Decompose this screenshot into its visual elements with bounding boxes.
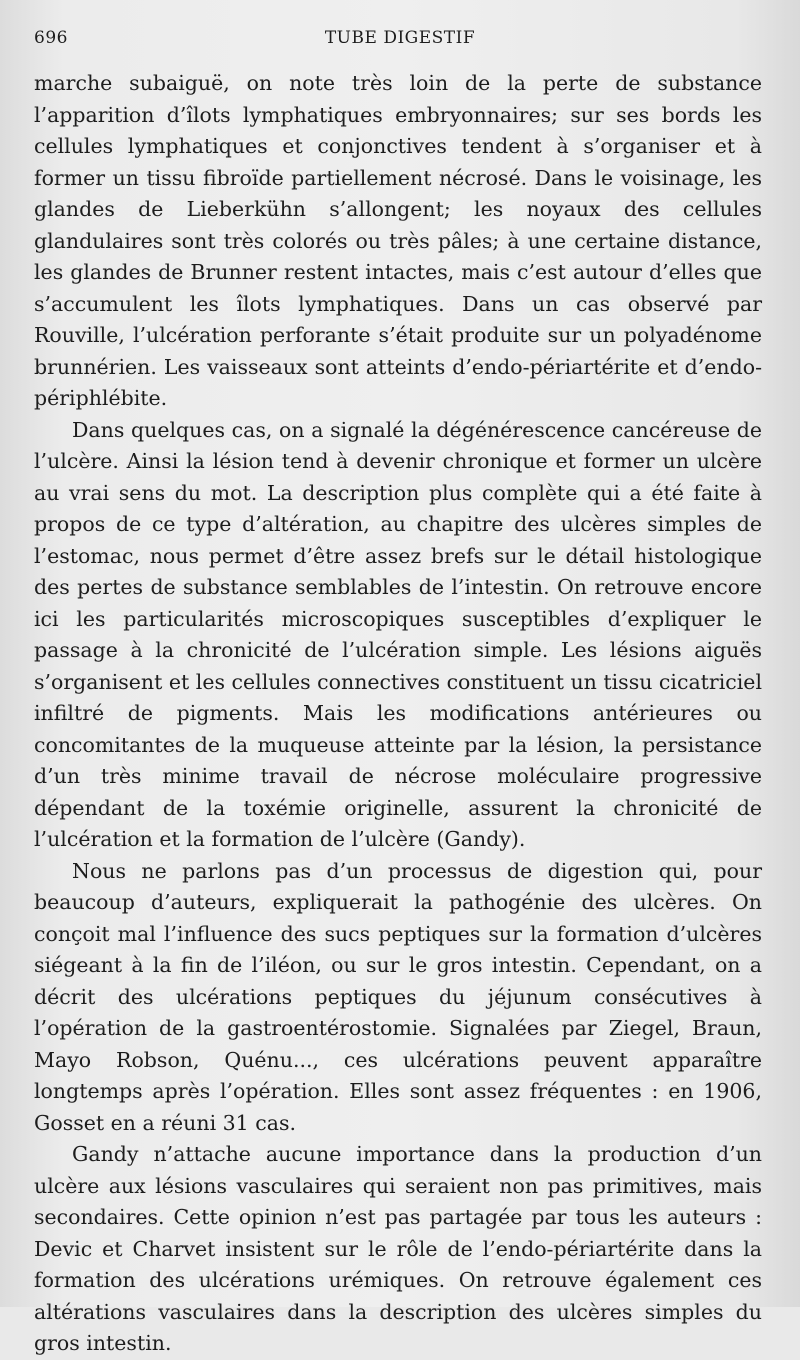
page-number: 696 [34,28,68,48]
body-text [34,68,762,1360]
running-title: TUBE DIGESTIF [324,28,476,48]
paragraph: Nous ne parlons pas d’un processus de digestion qui, pour beaucoup d’auteurs, expliquerait la pathogénie des ulcères. On conçoit mal l’influence des sucs peptiques sur la formation d’ulcères siégeant à la fin de l’iléon, ou sur le gros intestin. Cependant, on a décrit des ulcérations peptiques du jéjunum consécutives à l’opération de la gastroentérostomie. Signalées par Ziegel, Braun, Mayo Robson, Quénu..., ces ulcérations peuvent apparaître longtemps après l’opération. Elles sont assez fréquentes : en 1906, Gosset en a réuni 31 cas. [34,858,762,1135]
paragraph: Dans quelques cas, on a signalé la dégénérescence cancéreuse de l’ulcère. Ainsi la lésion tend à devenir chronique et former un ulcère au vrai sens du mot. La description plus complète qui a été faite à propos de ce type d’altération, au chapitre des ulcères simples de l’estomac, nous permet d’être assez brefs sur le détail histologique des pertes de substance semblables de l’intestin. On retrouve encore ici les particularités microscopiques susceptibles d’expliquer le passage à la chronicité de l’ulcération simple. Les lésions aiguës s’organisent et les cellules connectives constituent un tissu cicatriciel infiltré de pigments. Mais les modifications antérieures ou concomitantes de la muqueuse atteinte par la lésion, la persistance d’un très minime travail de nécrose moléculaire progressive dépendant de la toxémie originelle, assurent la chronicité de l’ulcération et la formation de l’ulcère (Gandy). [34,417,762,851]
paragraph-continued: marche subaiguë, on note très loin de la perte de substance l’apparition d’îlots lymphatiques embryonnaires; sur ses bords les cellules lymphatiques et conjonctives tendent à s’organiser et à former un tissu fibroïde partiellement nécrosé. Dans le voisinage, les glandes de Lieberkühn s’allongent; les noyaux des cellules glandulaires sont très colorés ou très pâles; à une certaine distance, les glandes de Brunner restent intactes, mais c’est autour d’elles que s’accumulent les îlots lymphatiques. Dans un cas observé par Rouville, l’ulcération perforante s’était produite sur un polyadénome brunnérien. Les vaisseaux sont atteints d’endo-périartérite et d’endo-périphlébite. [34,71,762,410]
page-header [34,28,766,56]
paragraph: Gandy n’attache aucune importance dans la production d’un ulcère aux lésions vasculaires qui seraient non pas primitives, mais secondaires. Cette opinion n’est pas partagée par tous les auteurs : Devic et Charvet insistent sur le rôle de l’endo-périartérite dans la formation des ulcérations urémiques. On retrouve également ces altérations vasculaires dans la description des ulcères simples du gros intestin. [34,1142,762,1355]
